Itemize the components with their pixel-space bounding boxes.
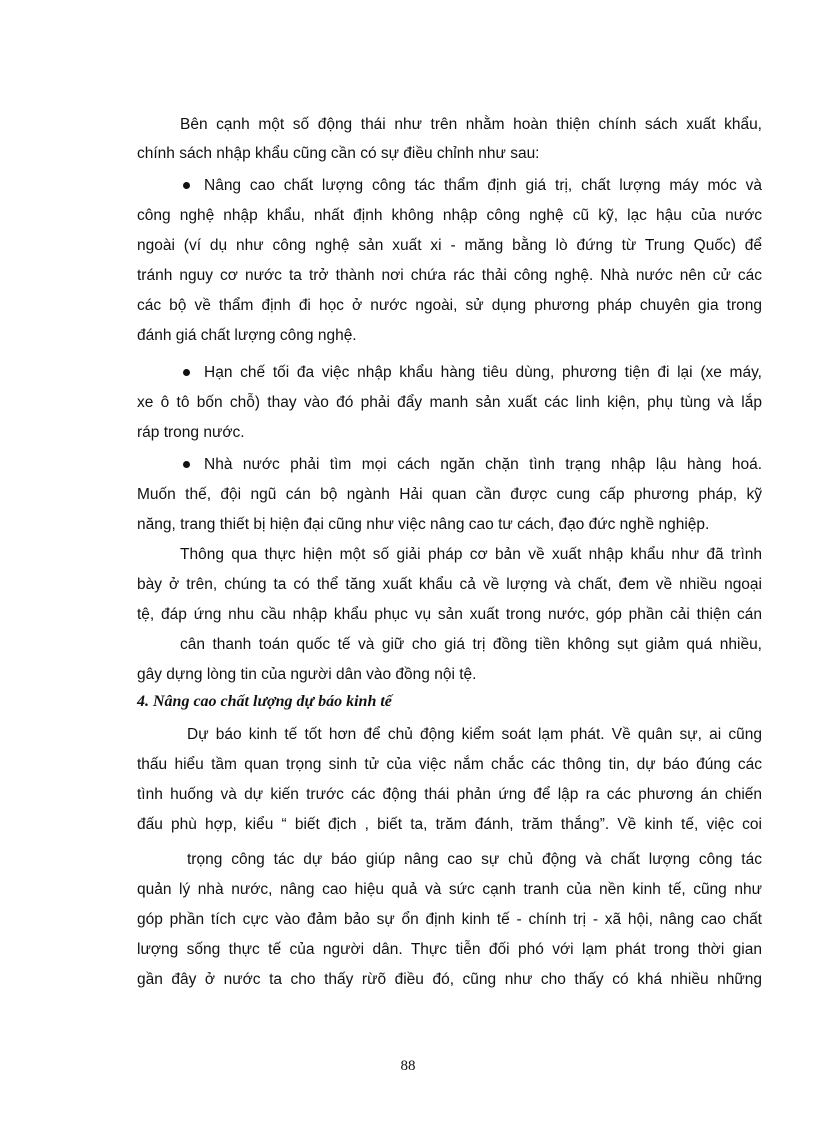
- text-line: quản lý nhà nước, nâng cao hiệu quả và sức cạnh tranh của nền kinh tế, cũng như: [137, 881, 762, 898]
- text-line: Thông qua thực hiện một số giải pháp cơ bản về xuất nhập khẩu như đã trình: [180, 546, 762, 563]
- text-line: cân thanh toán quốc tế và giữ cho giá trị đồng tiền không sụt giảm quá nhiều,: [180, 636, 762, 653]
- text-line: Nhà nước phải tìm mọi cách ngăn chặn tình trạng nhập lậu hàng hoá.: [204, 456, 762, 473]
- text-line: công nghệ nhập khẩu, nhất định không nhập công nghệ cũ kỹ, lạc hậu của nước: [137, 207, 762, 224]
- bullet-dot-icon: [183, 369, 190, 376]
- text-line: thấu hiểu tầm quan trọng sinh tử của việc nắm chắc các thông tin, dự báo đúng các: [137, 756, 762, 773]
- text-line: đấu phù hợp, kiểu “ biết địch , biết ta, trăm đánh, trăm thắng”. Về kinh tế, việc coi: [137, 816, 762, 833]
- bullet-dot-icon: [183, 182, 190, 189]
- text-line: góp phần tích cực vào đảm bảo sự ổn định kinh tế - chính trị - xã hội, nâng cao chất: [137, 911, 762, 928]
- text-line: gây dựng lòng tin của người dân vào đồng nội tệ.: [137, 666, 477, 683]
- text-line: xe ô tô bốn chỗ) thay vào đó phải đẩy manh sản xuất các linh kiện, phụ tùng và lắp: [137, 394, 762, 411]
- text-line: đánh giá chất lượng công nghệ.: [137, 327, 357, 344]
- text-line: ráp trong nước.: [137, 424, 245, 441]
- text-line: các bộ về thẩm định đi học ở nước ngoài, sử dụng phương pháp chuyên gia trong: [137, 297, 762, 314]
- text-line: bày ở trên, chúng ta có thể tăng xuất khẩu cả về lượng và chất, đem về nhiều ngoại: [137, 576, 762, 593]
- bullet-dot-icon: [183, 461, 190, 468]
- text-line: tệ, đáp ứng nhu cầu nhập khẩu phục vụ sản xuất trong nước, góp phần cải thiện cán: [137, 606, 762, 623]
- text-line: tình huống và dự kiến trước các động thái phản ứng để lập ra các phương án chiến: [137, 786, 762, 803]
- text-line: Bên cạnh một số động thái như trên nhằm hoàn thiện chính sách xuất khẩu,: [180, 116, 762, 133]
- text-line: năng, trang thiết bị hiện đại cũng như việc nâng cao tư cách, đạo đức nghề nghiệp.: [137, 516, 710, 533]
- text-line: Hạn chế tối đa việc nhập khẩu hàng tiêu dùng, phương tiện đi lại (xe máy,: [204, 364, 762, 381]
- text-line: Nâng cao chất lượng công tác thẩm định giá trị, chất lượng máy móc và: [204, 177, 762, 194]
- section-heading: 4. Nâng cao chất lượng dự báo kinh tế: [137, 693, 392, 710]
- text-line: ngoài (ví dụ như công nghệ sản xuất xi - măng bằng lò đứng từ Trung Quốc) để: [137, 237, 762, 254]
- text-line: gần đây ở nước ta cho thấy rừõ điều đó, cũng như cho thấy có khá nhiều những: [137, 971, 762, 988]
- text-line: trọng công tác dự báo giúp nâng cao sự chủ động và chất lượng công tác: [187, 851, 762, 868]
- page-number: 88: [400, 1058, 416, 1074]
- text-line: chính sách nhập khẩu cũng cần có sự điều chỉnh như sau:: [137, 145, 540, 162]
- text-line: Dự báo kinh tế tốt hơn để chủ động kiểm soát lạm phát. Về quân sự, ai cũng: [187, 726, 762, 743]
- text-line: Muốn thế, đội ngũ cán bộ ngành Hải quan cần được cung cấp phương pháp, kỹ: [137, 486, 762, 503]
- text-line: lượng sống thực tế của người dân. Thực tiễn đối phó với lạm phát trong thời gian: [137, 941, 762, 958]
- text-line: tránh nguy cơ nước ta trở thành nơi chứa rác thải công nghệ. Nhà nước nên cử các: [137, 267, 762, 284]
